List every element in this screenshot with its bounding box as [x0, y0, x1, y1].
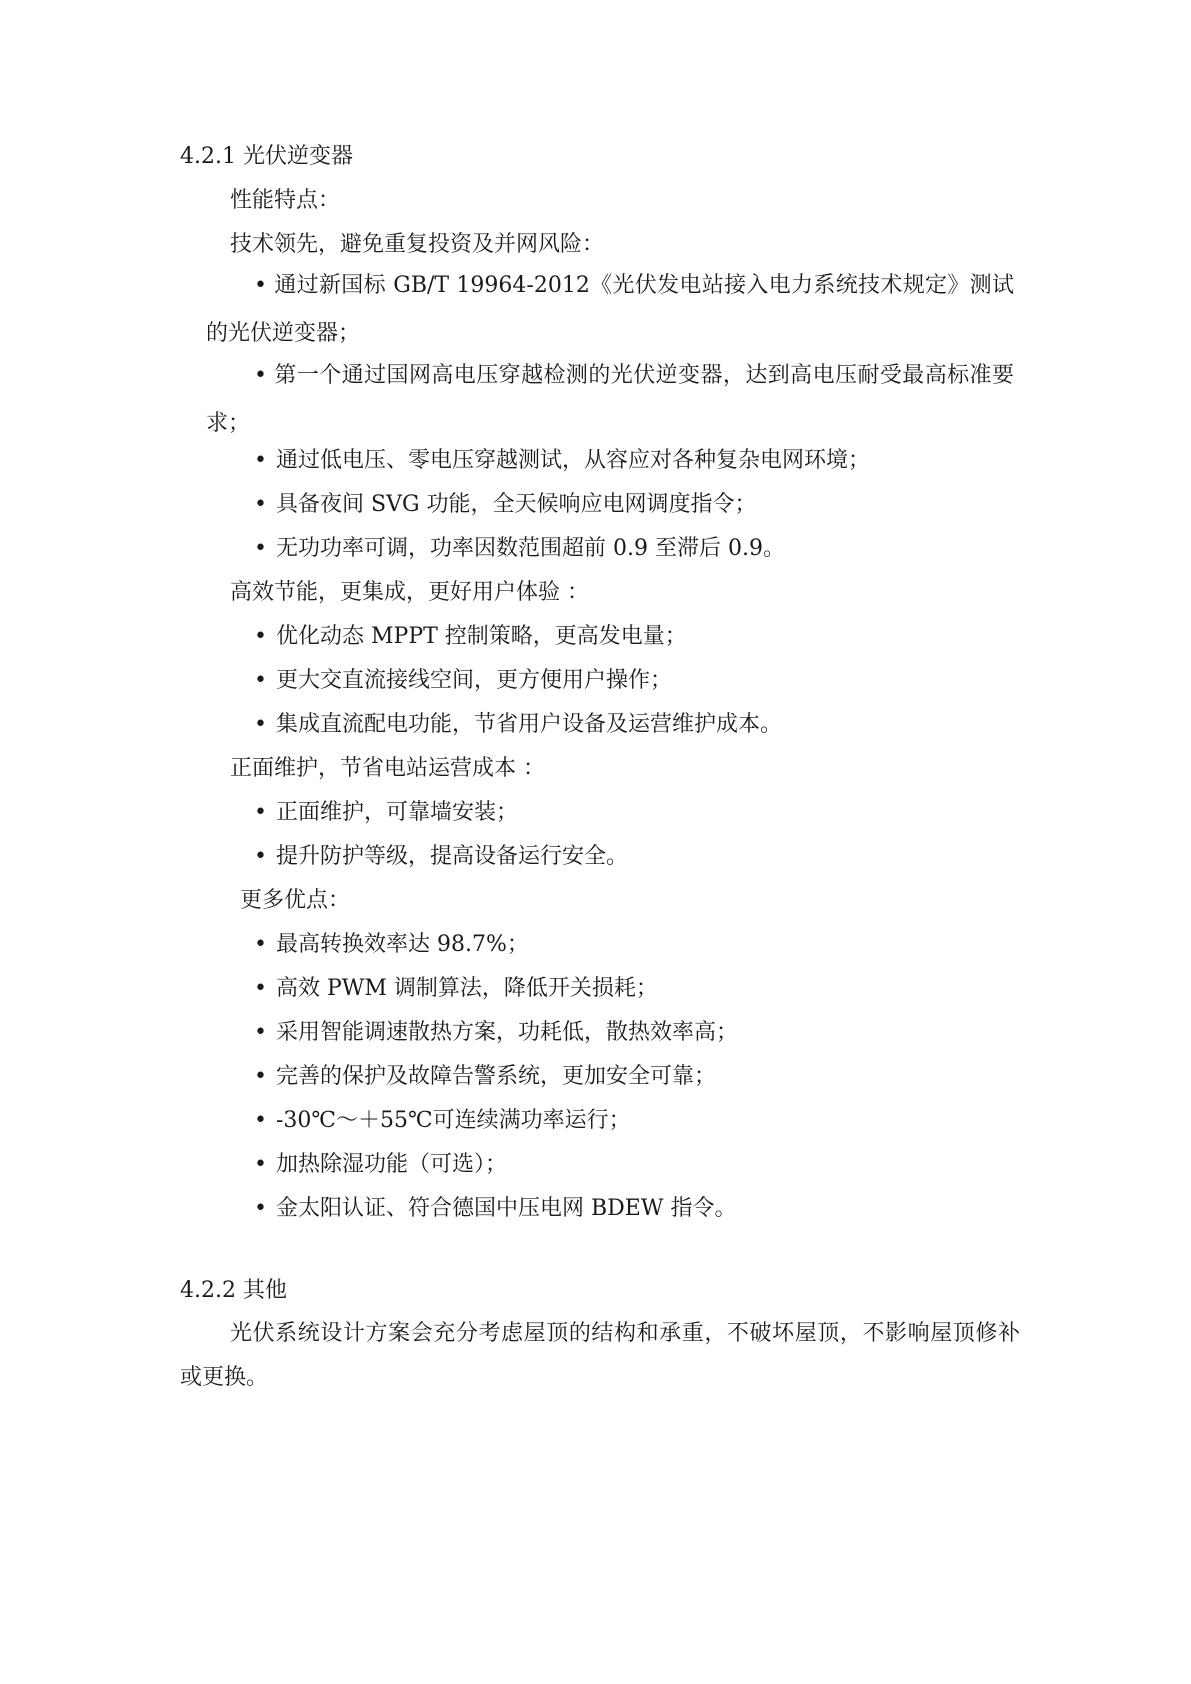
list-item: [254, 1062, 716, 1092]
bullet-marker: •: [254, 976, 267, 1001]
bullet-marker: •: [254, 536, 267, 561]
list-item: [254, 1018, 738, 1048]
list-item-text: 集成直流配电功能，节省用户设备及运营维护成本。: [276, 712, 783, 737]
section-heading: 4.2.2 其他: [180, 1278, 287, 1303]
bullet-marker: •: [254, 712, 267, 737]
list-item: [254, 1194, 736, 1224]
list-item: [254, 446, 870, 476]
bullet-marker: •: [254, 1152, 267, 1177]
list-item-text: 最高转换效率达 98.7%；: [276, 932, 529, 957]
list-item-text: -30℃～＋55℃可连续满功率运行；: [276, 1108, 631, 1133]
list-item-text: 第一个通过国网高电压穿越检测的光伏逆变器，达到高电压耐受最高标准要求；: [206, 363, 1014, 436]
list-item-text: 完善的保护及故障告警系统，更加安全可靠；: [276, 1064, 717, 1089]
group-title: 正面维护，节省电站运营成本 ：: [230, 756, 545, 781]
list-item: [254, 534, 785, 564]
list-item-text: 无功功率可调，功率因数范围超前 0.9 至滞后 0.9。: [276, 536, 785, 561]
body-paragraph: 光伏系统设计方案会充分考虑屋顶的结构和承重，不破坏屋顶，不影响屋顶修补或更换。: [180, 1321, 1020, 1390]
list-item: [254, 974, 658, 1004]
list-item-text: 更大交直流接线空间，更方便用户操作；: [276, 668, 673, 693]
list-item: [206, 352, 1014, 448]
bullet-marker: •: [254, 1064, 267, 1089]
list-item-text: 高效 PWM 调制算法，降低开关损耗；: [276, 976, 658, 1001]
list-item-text: 通过低电压、零电压穿越测试，从容应对各种复杂电网环境；: [276, 448, 871, 473]
list-item: [254, 490, 757, 520]
list-item: [254, 1106, 631, 1136]
list-item: [254, 622, 687, 652]
bullet-marker: •: [254, 932, 267, 957]
section-heading: 4.2.1 光伏逆变器: [180, 144, 353, 169]
list-item-text: 优化动态 MPPT 控制策略，更高发电量；: [276, 624, 687, 649]
bullet-marker: •: [254, 273, 267, 298]
list-item-text: 正面维护，可靠墙安装；: [276, 800, 519, 825]
group-title: 更多优点：: [240, 888, 351, 913]
bullet-marker: •: [254, 492, 267, 517]
list-item: [206, 262, 1014, 358]
list-item: [254, 842, 628, 872]
bullet-marker: •: [254, 448, 267, 473]
list-item-text: 提升防护等级，提高设备运行安全。: [276, 844, 629, 869]
list-item: [254, 930, 529, 960]
group-title: 高效节能，更集成，更好用户体验 ：: [230, 580, 589, 605]
list-item: [254, 710, 782, 740]
group-title: 技术领先，避免重复投资及并网风险：: [230, 232, 605, 257]
bullet-marker: •: [254, 363, 267, 388]
bullet-marker: •: [254, 1020, 267, 1045]
bullet-marker: •: [254, 1196, 267, 1221]
bullet-marker: •: [254, 1108, 267, 1133]
list-item-text: 采用智能调速散热方案，功耗低，散热效率高；: [276, 1020, 739, 1045]
list-item: [254, 1150, 507, 1180]
list-item-text: 金太阳认证、符合德国中压电网 BDEW 指令。: [276, 1196, 737, 1221]
list-item-text: 具备夜间 SVG 功能，全天候响应电网调度指令；: [276, 492, 757, 517]
list-item: [254, 666, 672, 696]
bullet-marker: •: [254, 844, 267, 869]
bullet-marker: •: [254, 624, 267, 649]
list-item-text: 通过新国标 GB/T 19964-2012《光伏发电站接入电力系统技术规定》测试的光伏逆变器；: [206, 273, 1014, 346]
features-title: 性能特点：: [230, 188, 341, 213]
list-item-text: 加热除湿功能（可选）；: [276, 1152, 508, 1177]
bullet-marker: •: [254, 800, 267, 825]
bullet-marker: •: [254, 668, 267, 693]
list-item: [254, 798, 518, 828]
